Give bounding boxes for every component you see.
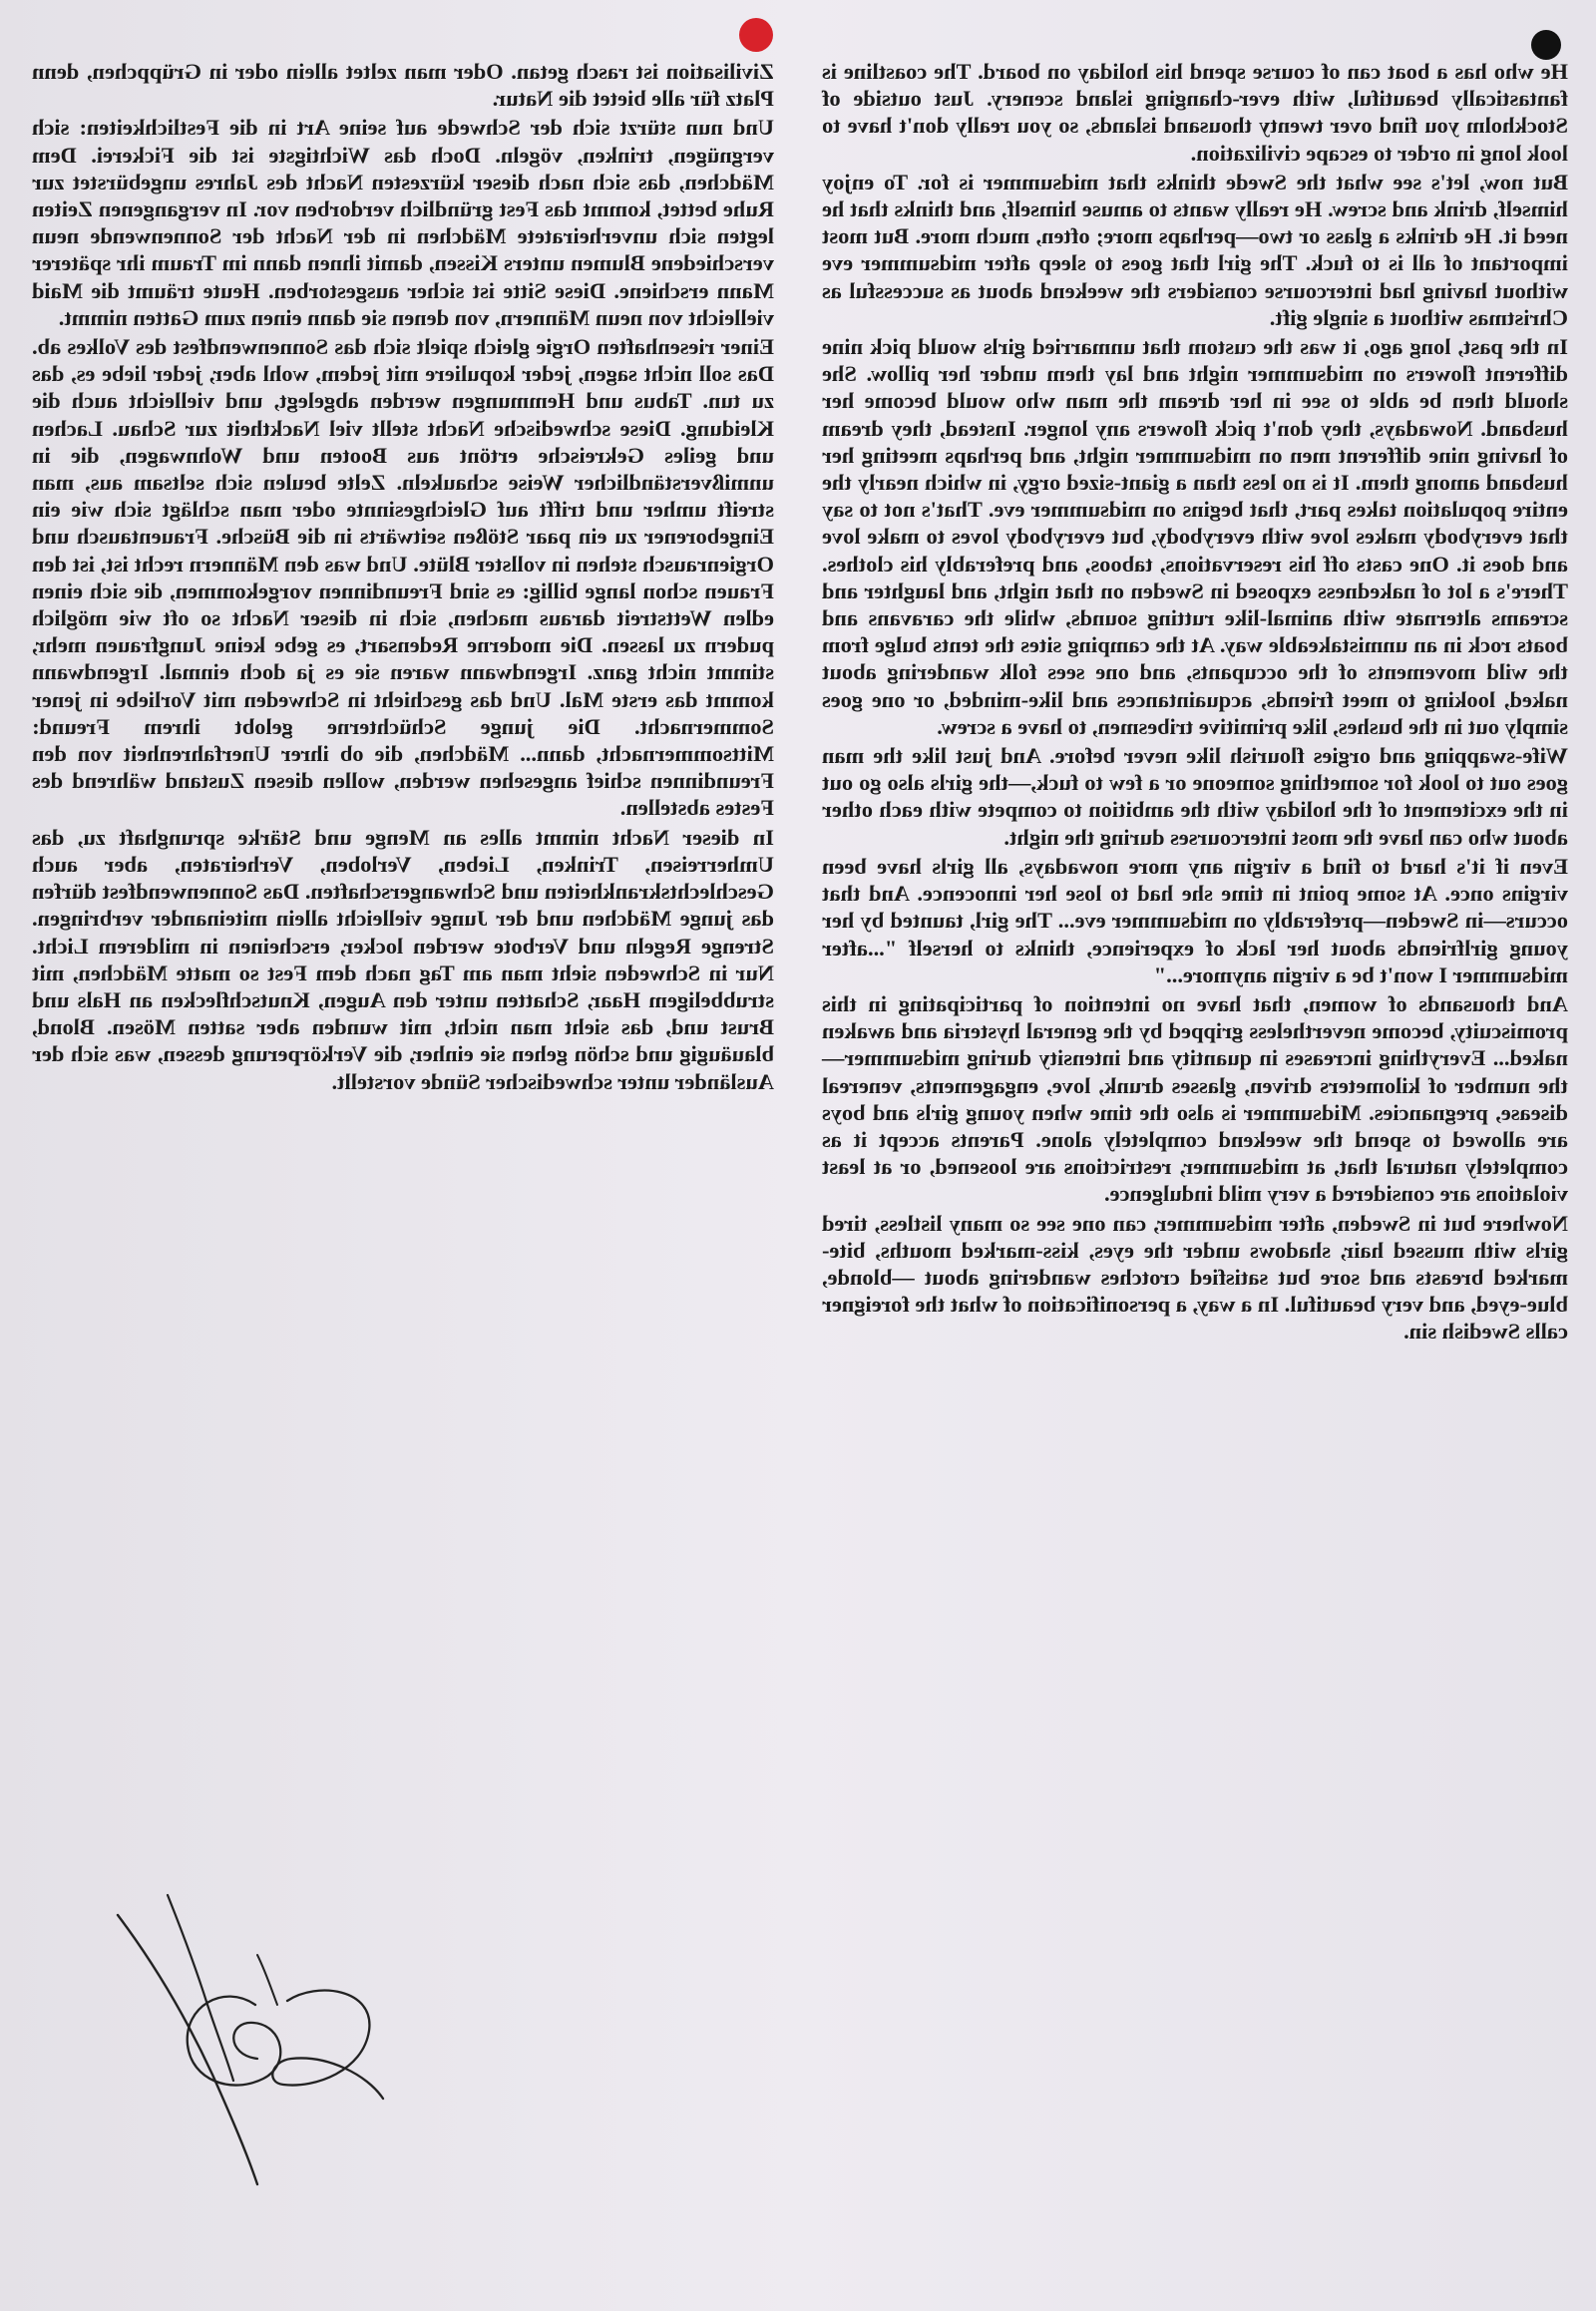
english-paragraph: He who has a boat can of course spend his holiday on board. The coastline is fantastically beautiful, with ever-changing island scenery. Just outside of Stockholm you find over twenty thousand islands, so you really don't have to look long in order to escape civilization. — [822, 59, 1568, 166]
english-paragraph: But now, let's see what the Swede thinks that midsummer is for. To enjoy himself, drink and screw. He really wants to amuse himself, and thinks that he need it. He drinks a glass or two—perhaps more; often, much more. But most important of all is to fuck. The girl that goes to sleep after midsummer eve without having had intercourse considers the weekend about as successful as Christmas without a single gift. — [822, 169, 1568, 330]
english-text-column — [822, 58, 1568, 1348]
english-paragraph: In the past, long ago, it was the custom that unmarried girls would pick nine different flowers on midsummer night and lay them under her pillow. She should then be able to see in her dream the man who would become her husband. Nowadays, they don't pick flowers any longer. Instead, they dream of having nine different men on midsummer night, and perhaps meeting her husband among them. It is no less than a giant-sized orgy, in which nearly the entire population takes part, that begins on midsummer eve. That's not to say that everybody makes love with everybody, but everybody loves to make love and does it. One casts off his reservations, taboos, and preferably his clothes. There's a lot of nakedness exposed in Sweden on that night, and laughter and screams alternate with animal-like rutting sounds, while the caravans and boats rock in an unmistakeable way. At the camping sites the tents bulge from the wild movements of the occupants, and one sees folk wandering about naked, looking to meet friends, acquaintances and like-minded, or one goes simply out in the bushes, like primitive tribesmen, to have a screw. — [822, 334, 1568, 739]
handwritten-signature — [108, 1885, 407, 2214]
english-paragraph: And thousands of women, that have no intention of participating in this promiscuity, become nevertheless gripped by the general hysteria and awaken naked... Everything increases in quantity and intensity during midsummer—the number of kilometers driven, glasses drunk, love, engagements, venereal disease, pregnancies. Midsummer is also the time when young girls and boys are allowed to spend the weekend completely alone. Parents accept it as completely natural that, at midsummer, restrictions are loosened, or at least violations are considered a very mild indulgence. — [822, 990, 1568, 1207]
red-dot-marker — [739, 18, 773, 52]
black-dot-marker — [1531, 30, 1561, 60]
german-paragraph: Zivilisation ist rasch getan. Oder man zeltet allein oder in Grüppchen, denn Platz für alle bietet die Natur. — [32, 59, 774, 112]
german-paragraph: In dieser Nacht nimmt alles an Menge und Stärke sprunghaft zu, das Umherreisen, Trinken, Lieben, Verloben, Verheiraten, aber auch Geschlechtskrankheiten und Schwangerschaften. Das Sonnenwendfest dürfen das junge Mädchen und der Junge vielleicht allein miteinander verbringen. Strenge Regeln und Verbote werden locker, erscheinen in milderem Licht. Nur in Schweden sieht man am Tag nach dem Fest so matte Mädchen, mit strubbeligem Haar, Schatten unter den Augen, Knutschflecken an Hals und Brust und, das sieht man nicht, mit wunden aber satten Mösen. Blond, blauäugig und schön gehen sie einher, die Verkörperung dessen, was sich der Ausländer unter schwedischer Sünde vorstellt. — [32, 824, 774, 1094]
english-paragraph: Even if it's hard to find a virgin any more nowadays, all girls have been virgins once. At some point in time she had to lose her innocence. And that occurs—in Sweden—preferably on midsummer eve... The girl, taunted by her young girlfriends about her lack of experience, thinks to herself "...after midsummer I won't be a virgin anymore..." — [822, 853, 1568, 987]
german-paragraph: Und nun stürzt sich der Schwede auf seine Art in die Festlichkeiten: sich vergnügen, trinken, vögeln. Doch das Wichtigste ist die Fickerei. Dem Mädchen, das sich nach dieser kürzesten Nacht des Jahres ungebürstet zur Ruhe bettet, kommt das Fest gründlich verdorben vor. In vergangenen Zeiten legten sich unverheiratete Mädchen in der Nacht der Sonnenwende neun verschiedene Blumen unters Kissen, damit ihnen dann im Traum ihr späterer Mann erschiene. Diese Sitte ist sicher ausgestorben. Heute träumt die Maid vielleicht von neun Männern, von denen sie dann einen zum Gatten nimmt. — [32, 115, 774, 330]
german-text-column — [32, 58, 774, 1097]
german-paragraph: Einer riesenhaften Orgie gleich spielt sich das Sonnenwendfest des Volkes ab. Das soll nicht sagen, jeder kopuliere mit jedem, wohl aber, jeder liebe es, das zu tun. Tabus und Hemmungen werden abgelegt, und vielleicht auch die Kleidung. Diese schwedische Nacht stellt viel Nacktheit zur Schau. Lachen und geiles Gekreische ertönt aus Booten und Wohnwagen, die in unmißverständlicher Weise schaukeln. Zelte beulen sich seltsam aus, man streift umher und trifft auf Gleichgesinnte oder man schlägt sich wie ein Eingeborener zu ein paar Stößen seitwärts in die Büsche. Frauentausch und Orgienrausch stehen in vollster Blüte. Und was den Männern recht ist, ist den Frauen schon lange billig: es sind Freundinnen vorgekommen, die sich einen edlen Wettstreit daraus machen, sich in dieser Nacht so oft wie möglich pudern zu lassen. Die moderne Redensart, es gebe keine Jungfrauen mehr, stimmt nicht ganz. Irgendwann waren sie es ja doch einmal. Irgendwann kommt das erste Mal. Und das geschieht in Schweden mit Vorliebe in jener Sommernacht. Die junge Schüchterne gelobt ihrem Freund: Mittsommernacht, dann... Mädchen, die ob ihrer Unerfahrenheit von den Freundinnen schief angesehen werden, wollen diesen Zustand während des Festes abstellen. — [32, 334, 774, 821]
english-paragraph: Wife-swapping and orgies flourish like never before. And just like the man goes out to look for something someone or a few to fuck,—the girls also go out in the excitement of the holiday with the ambition to compete with each other about who can have the most intercourses during the night. — [822, 743, 1568, 850]
english-paragraph: Nowhere but in Sweden, after midsummer, can one see so many listless, tired girls with mussed hair, shadows under the eyes, kiss-marked mouths, bite-marked breasts and sore but satisfied crotches wandering about —blonde, blue-eyed, and very beautiful. In a way, a personification of what the foreigner calls Swedish sin. — [822, 1210, 1568, 1345]
